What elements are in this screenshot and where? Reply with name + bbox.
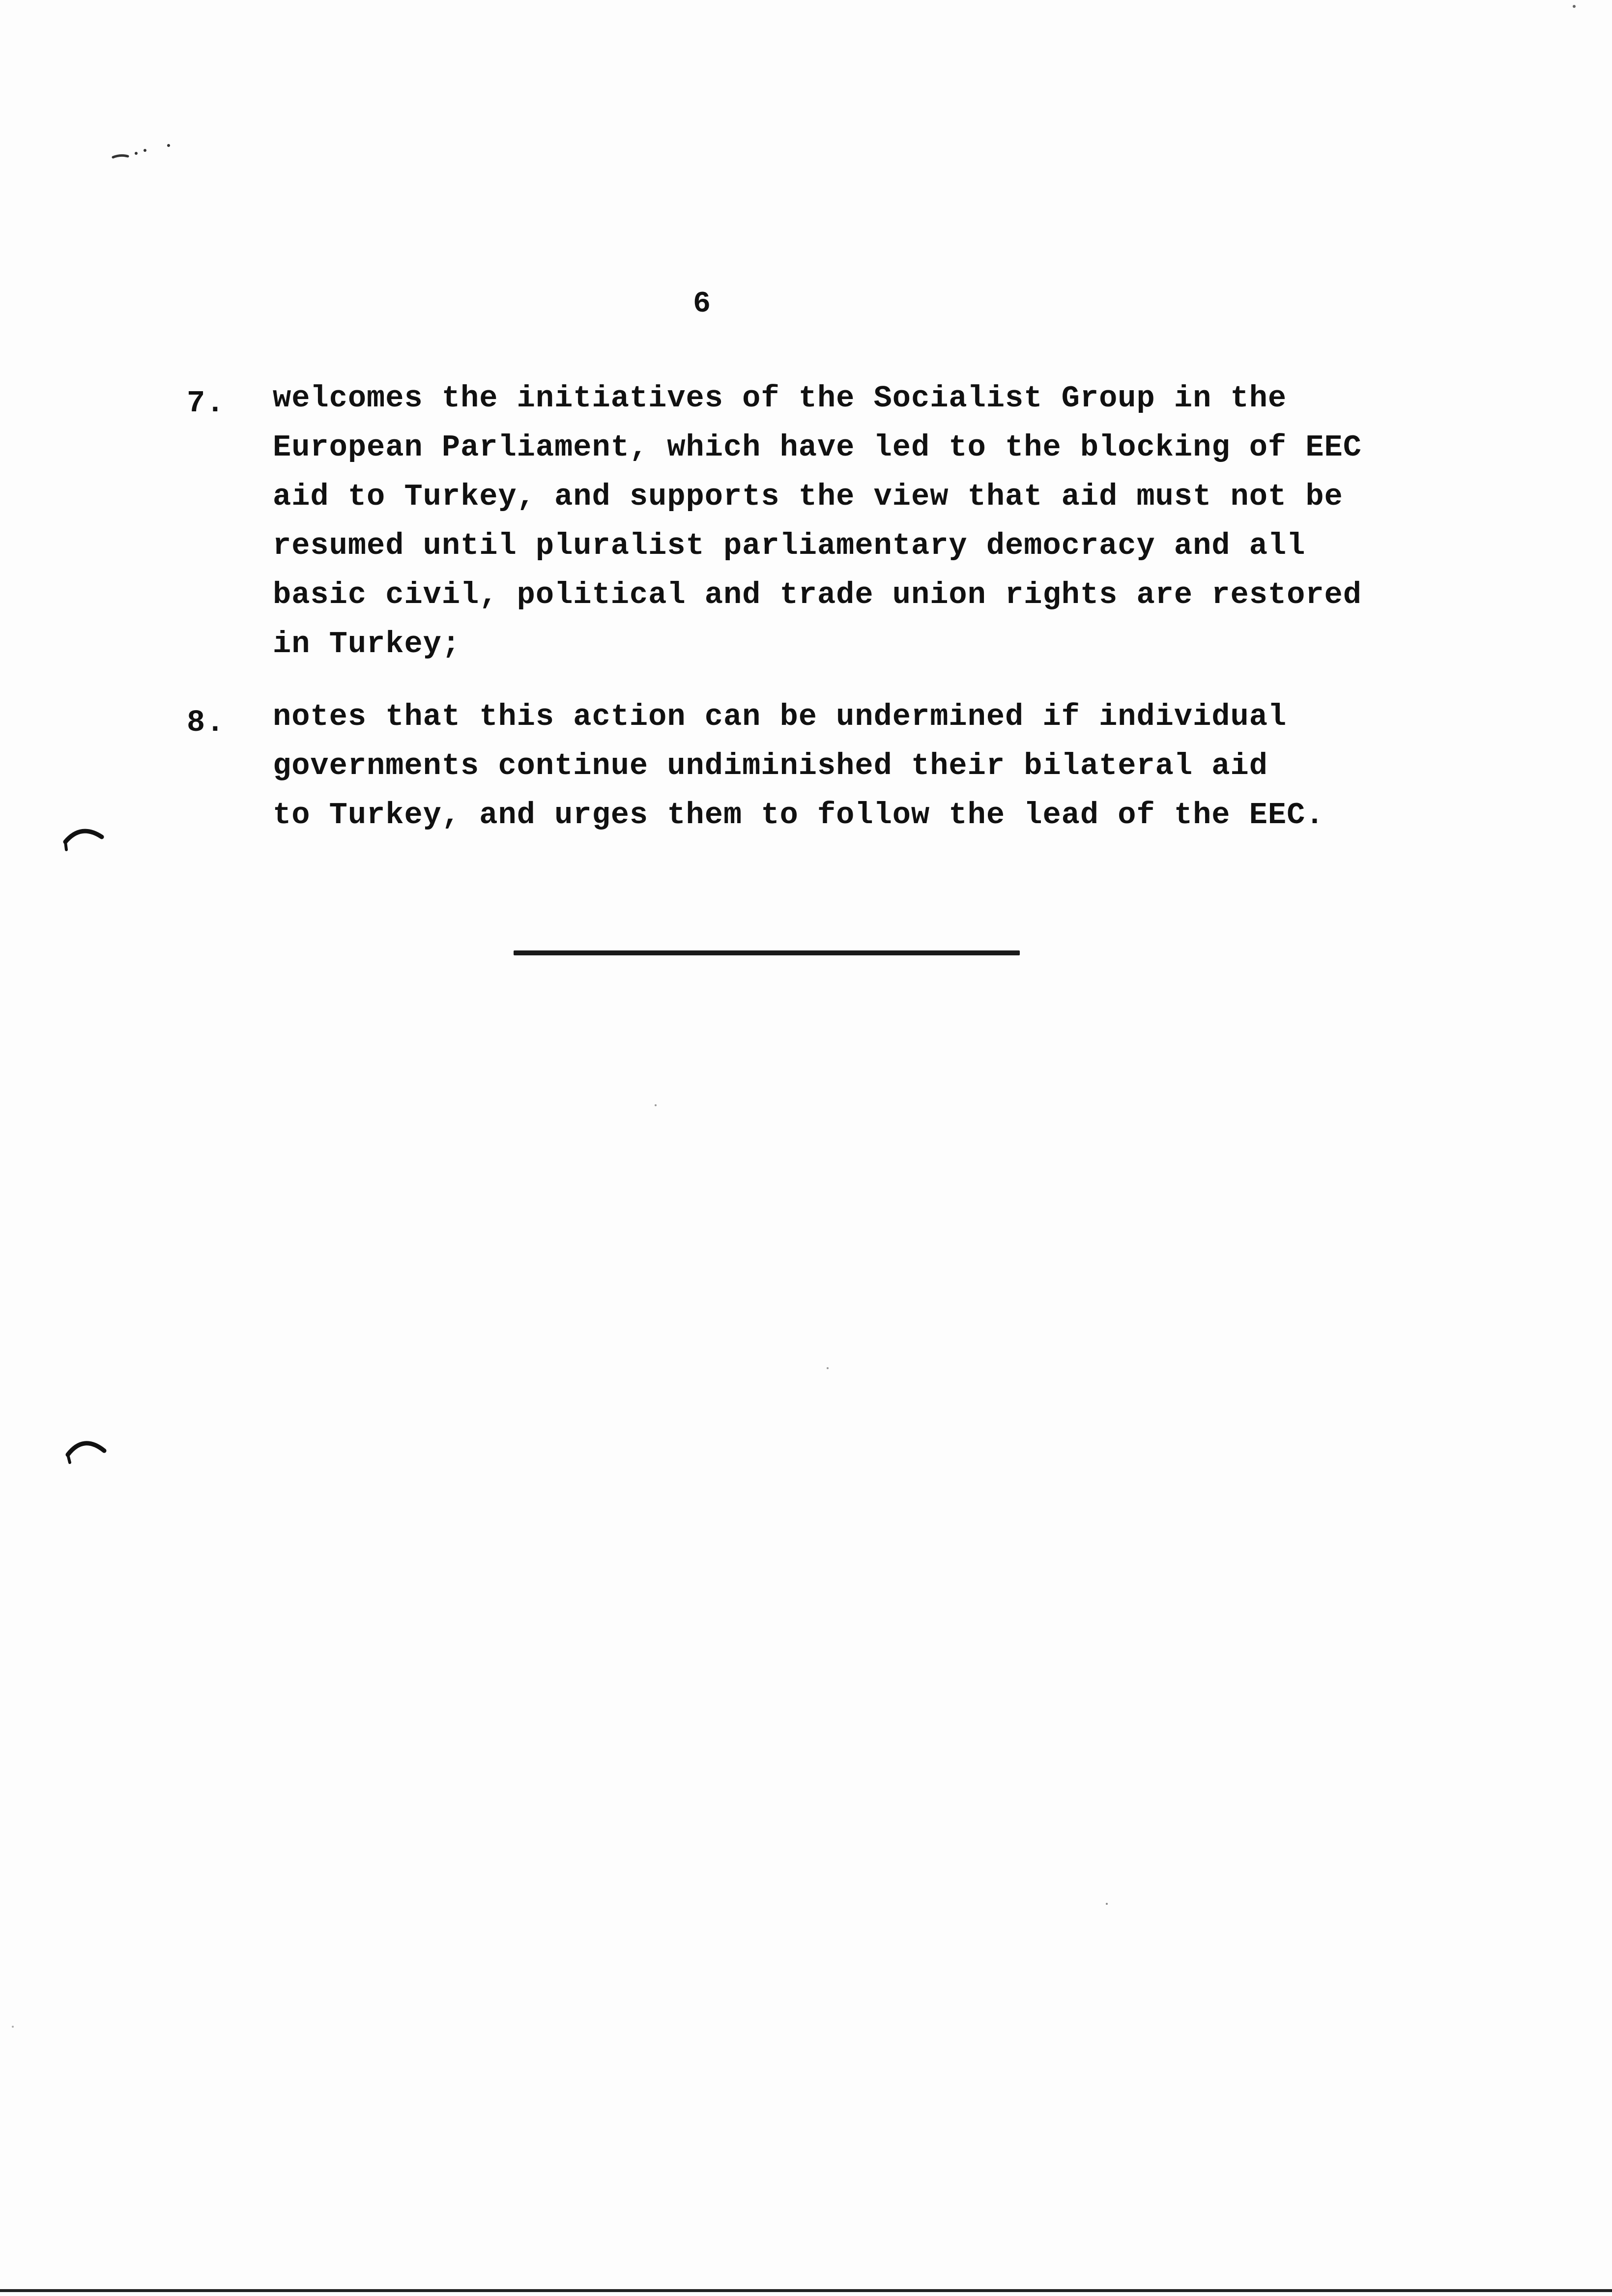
punch-hole-mark-icon [61, 813, 106, 858]
item-line: in Turkey; [273, 627, 461, 661]
section-divider [514, 950, 1020, 955]
scan-artifact-icon [111, 143, 179, 162]
scan-speck-icon [1572, 4, 1577, 9]
item-number: 8. [187, 705, 226, 740]
item-line: welcomes the initiatives of the Socialist Group in the [273, 381, 1287, 416]
item-line: European Parliament, which have led to the blocking of EEC [273, 430, 1362, 465]
scan-speck-icon [654, 1103, 658, 1107]
item-line: notes that this action can be undermined if individual [273, 699, 1287, 734]
punch-hole-mark-icon [64, 1425, 108, 1469]
item-line: resumed until pluralist parliamentary democracy and all [273, 528, 1306, 563]
item-line: to Turkey, and urges them to follow the lead of the EEC. [273, 798, 1324, 832]
scan-speck-icon [1105, 1902, 1109, 1906]
page-number: 6 [693, 287, 711, 321]
item-line: aid to Turkey, and supports the view that aid must not be [273, 479, 1343, 514]
scan-speck-icon [826, 1366, 830, 1370]
item-line: basic civil, political and trade union rights are restored [273, 577, 1362, 612]
item-number: 7. [187, 386, 226, 421]
scan-bottom-edge [0, 2289, 1612, 2292]
scan-speck-icon [11, 2025, 15, 2029]
item-line: governments continue undiminished their bilateral aid [273, 748, 1268, 783]
